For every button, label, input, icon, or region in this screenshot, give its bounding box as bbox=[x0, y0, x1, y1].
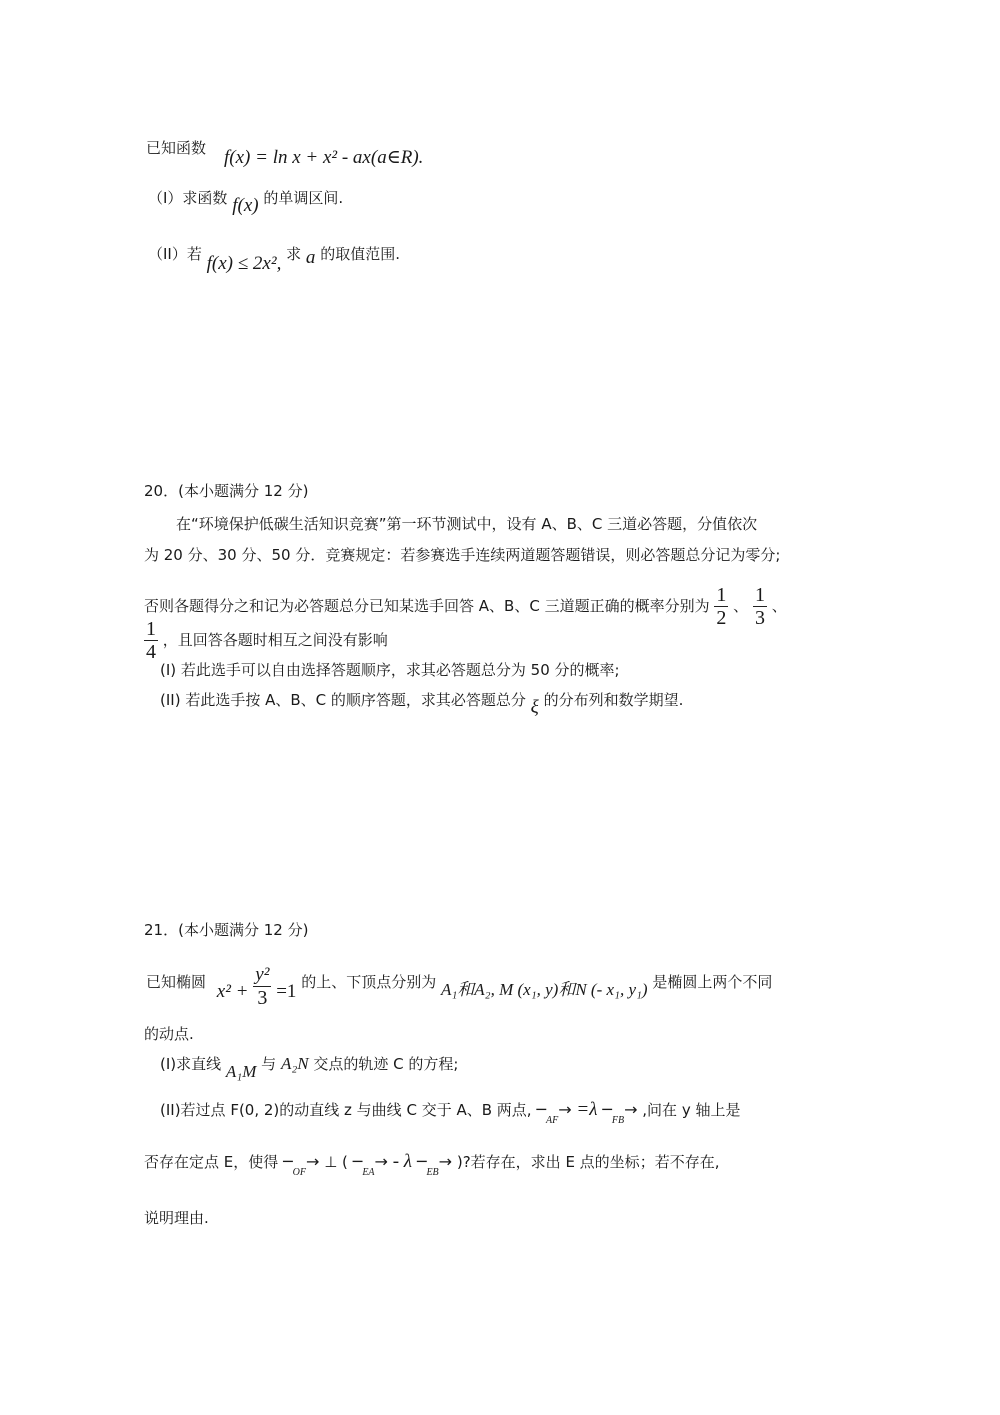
q21-vec-eb: $─_{EB}\to$ bbox=[416, 1152, 453, 1178]
q20-xi: ξ bbox=[530, 697, 539, 718]
q20-line2: 为 20 分、30 分、50 分．竞赛规定：若参赛选手连续两道题答题错误，则必答题总分记为零分; bbox=[144, 546, 781, 564]
q20-line1: 在“环境保护低碳生活知识竞赛”第一环节测试中，设有 A、B、C 三道必答题，分值依次 bbox=[176, 515, 758, 533]
q21-last: 说明理由. bbox=[144, 1209, 209, 1227]
q20-header: 20．(本小题满分 12 分) bbox=[144, 482, 309, 500]
q21-part1: (I)求直线 A₁M 与 A₂N 交点的轨迹 C 的方程; bbox=[160, 1054, 459, 1081]
q19-intro: 已知函数 bbox=[146, 139, 207, 157]
q21-vec-ea: $─_{EA}\to$ bbox=[352, 1152, 388, 1178]
q19-part2-ineq: f(x) ≤ 2x², bbox=[206, 253, 282, 274]
q21-minus-lambda: - λ bbox=[392, 1151, 413, 1172]
q19-part2-var: a bbox=[305, 247, 316, 268]
q21-header: 21．(本小题满分 12 分) bbox=[144, 921, 309, 939]
q20-line3: 否则各题得分之和记为必答题总分已知某选手回答 A、B、C 三道题正确的概率分别为 $\frac{1}{2}$ 、 $\frac{1}{3}$ 、 bbox=[144, 584, 787, 629]
q21-perp: ⊥ ( bbox=[324, 1153, 348, 1171]
q21-a1m: A₁M bbox=[225, 1062, 257, 1081]
q21-points: A₁和A₂, M (x₁, y)和N (- x₁, y₁) bbox=[441, 980, 648, 999]
q19-part1: （I）求函数 f(x) 的单调区间. bbox=[148, 189, 344, 216]
q20-frac-half: $\frac{1}{2}$ bbox=[716, 584, 727, 629]
q21-vec-af: $─_{AF}\to$ bbox=[536, 1100, 572, 1126]
q21-ellipse-x: x² + bbox=[216, 981, 249, 1002]
q20-part1: (I) 若此选手可以自由选择答题顺序，求其必答题总分为 50 分的概率; bbox=[160, 661, 620, 679]
q21-intro-line: 已知椭圆 x² + $\frac{\text{y²}}{3}$ =1 的上、下顶点分别为 A₁和A₂, M (x₁, y)和N (- x₁, y₁) 是椭圆上两个不同 bbox=[146, 964, 773, 1009]
q19-formula: f(x) = ln x + x² - ax(a∈R). bbox=[224, 147, 424, 168]
q20-frac-quarter: $\frac{1}{4}$ bbox=[146, 618, 156, 663]
q21-ellipse-frac: $\frac{\text{y²}}{3}$ bbox=[255, 964, 270, 1009]
q19-part1-fx: f(x) bbox=[232, 195, 259, 216]
q20-line4: $\frac{1}{4}$ ，且回答各题时相互之间没有影响 bbox=[146, 618, 388, 663]
q20-frac-third: $\frac{1}{3}$ bbox=[754, 584, 765, 629]
q21-part2: (II)若过点 F(0, 2)的动直线 z 与曲线 C 交于 A、B 两点, $─_{AF}\to =\lambda$ $─_{FB}\to$ ,问在 y 轴上是 bbox=[160, 1099, 741, 1126]
q21-ellipse-eq: =1 bbox=[276, 981, 297, 1002]
q21-vec-fb: $─_{FB}\to$ bbox=[602, 1100, 638, 1126]
q21-line-e: 否存在定点 E，使得 $─_{OF}\to$ ⊥ ( $─_{EA}\to - \lambda$ $─_{EB}\to$ )?若存在，求出 E 点的坐标；若不存在, bbox=[144, 1151, 720, 1178]
q19-part2: （II）若 f(x) ≤ 2x², 求 a 的取值范围. bbox=[148, 245, 400, 274]
q21-vec-eq: =λ bbox=[576, 1099, 598, 1120]
q21-vec-of: $─_{OF}\to$ bbox=[283, 1152, 320, 1178]
q21-a2n: A₂N bbox=[280, 1054, 309, 1073]
q20-part2: (II) 若此选手按 A、B、C 的顺序答题，求其必答题总分 ξ 的分布列和数学期望. bbox=[160, 691, 684, 718]
q21-line2: 的动点. bbox=[144, 1025, 194, 1043]
